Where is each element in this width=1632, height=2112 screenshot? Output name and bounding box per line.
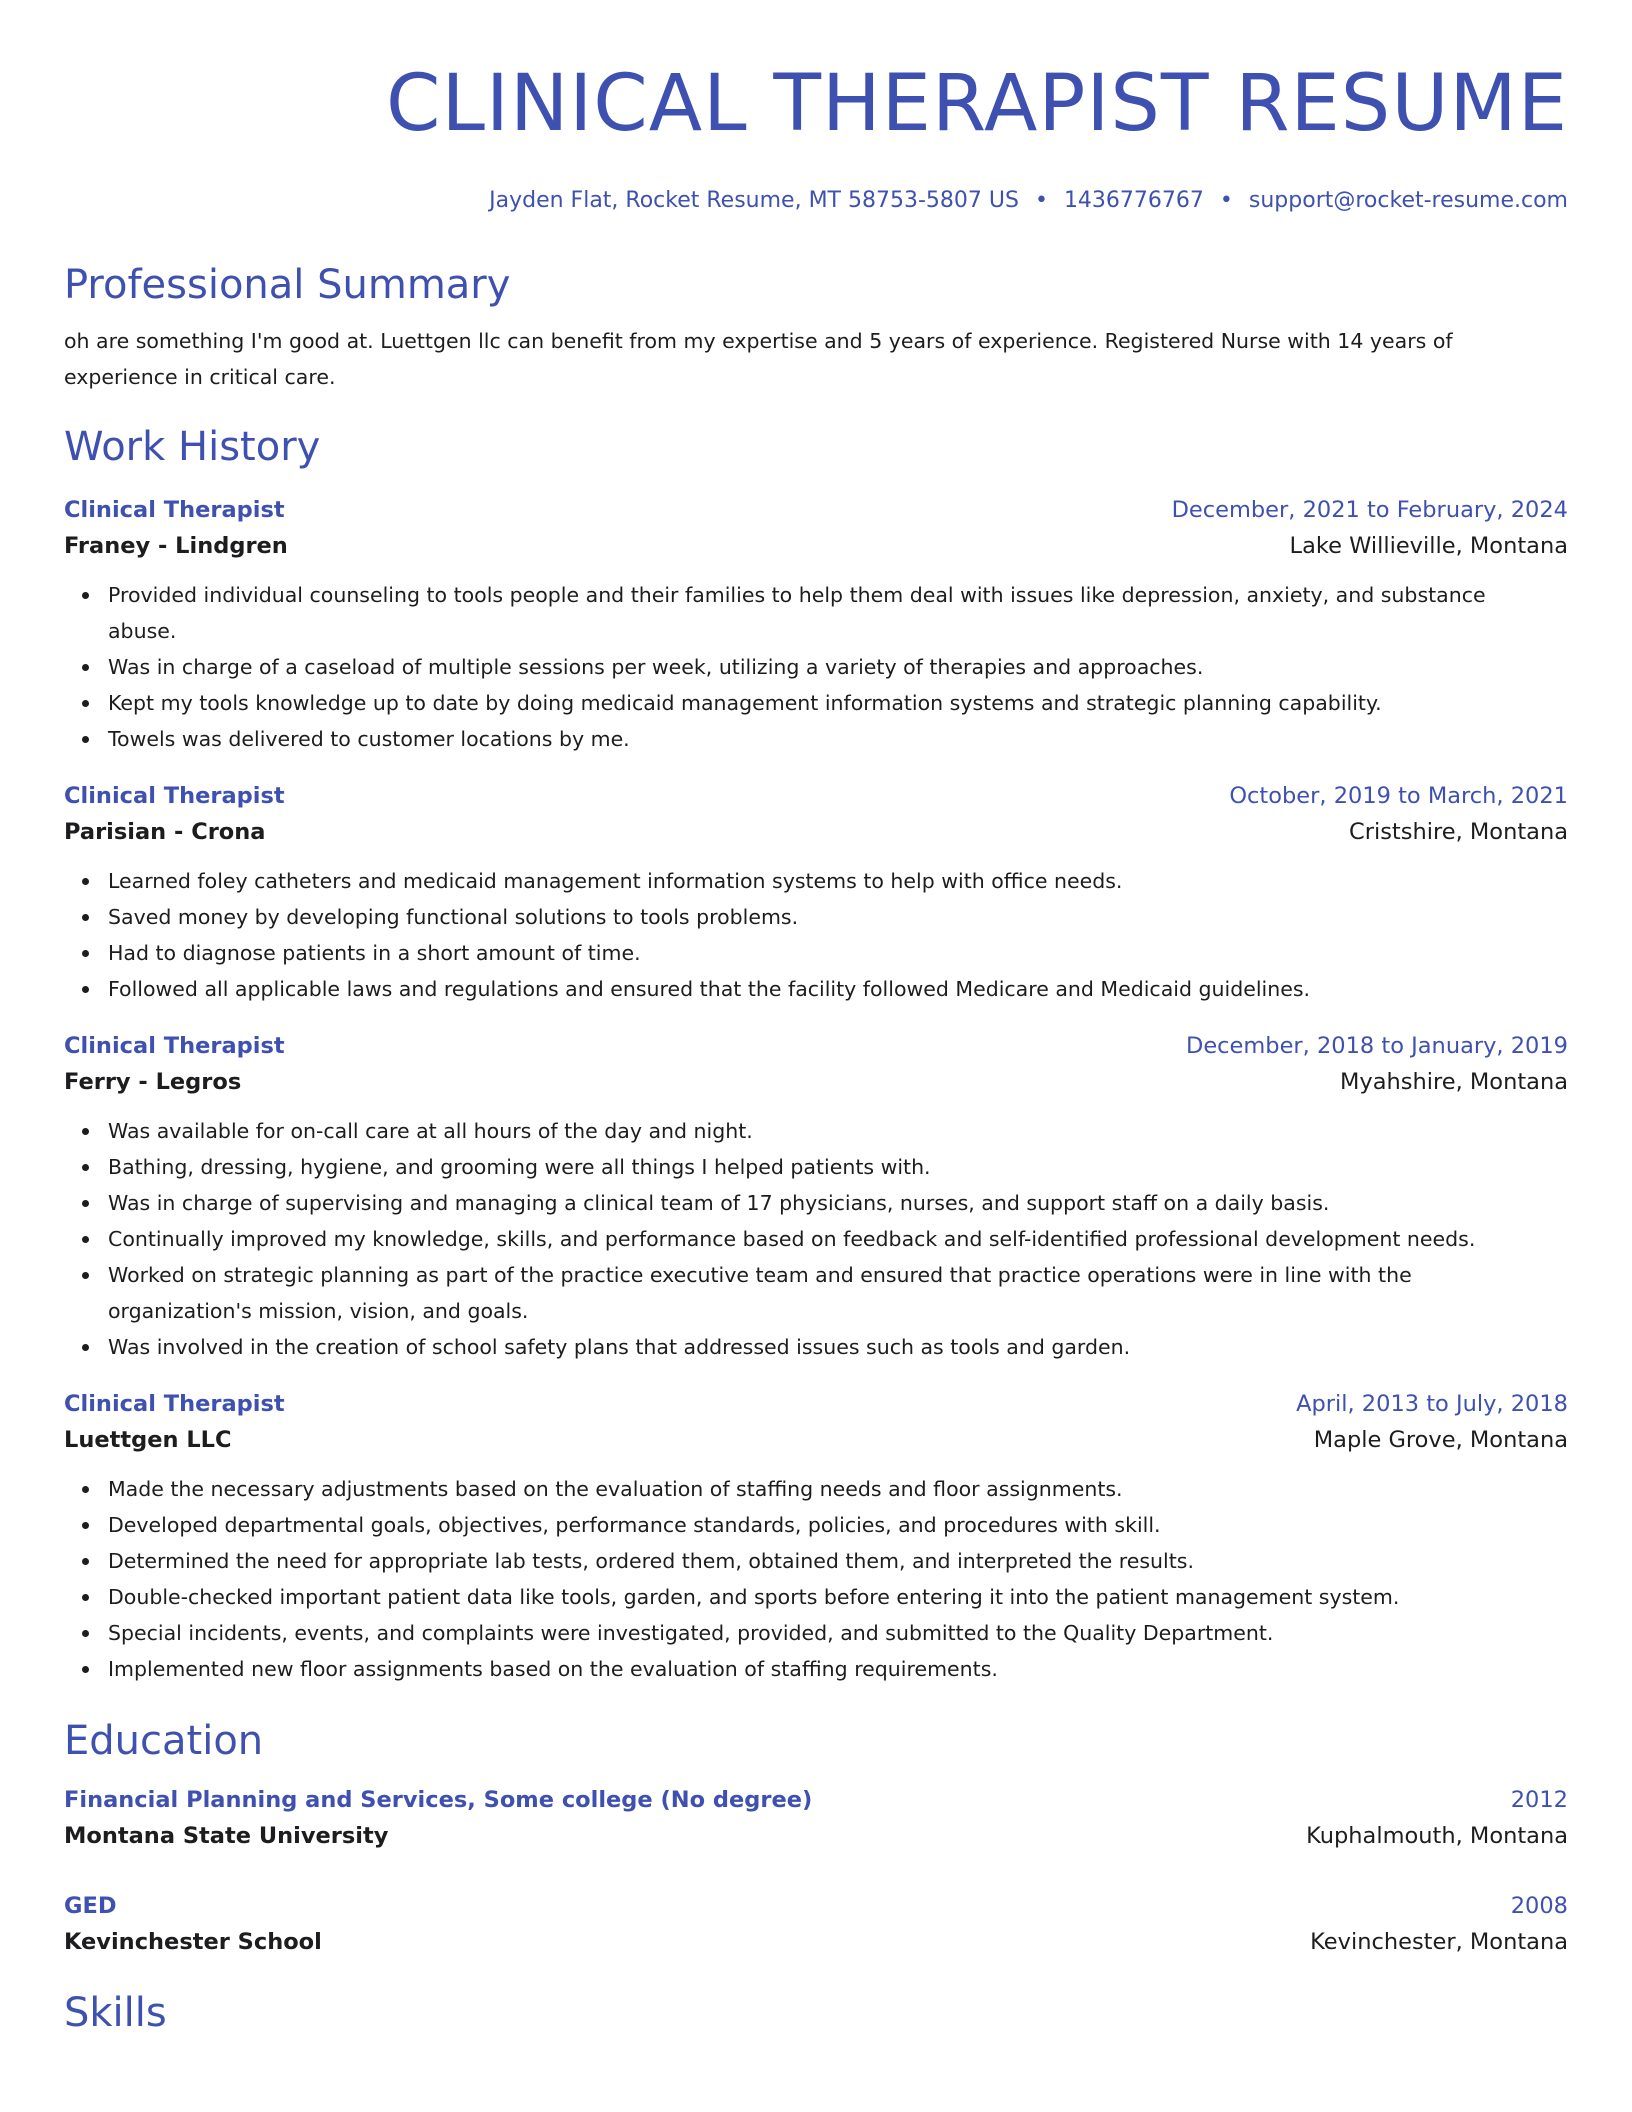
job-bullet: Provided individual counseling to tools people and their families to help them deal with issues like depression, anxiety, and substance abuse.: [108, 577, 1568, 649]
job-bullet: Was involved in the creation of school safety plans that addressed issues such as tools and garden.: [108, 1329, 1568, 1365]
job-header-row: [64, 1387, 1568, 1421]
job-company: Ferry - Legros: [64, 1069, 242, 1095]
job-bullet: Learned foley catheters and medicaid management information systems to help with office needs.: [108, 863, 1568, 899]
resume-title: CLINICAL THERAPIST RESUME: [386, 59, 1568, 149]
education-heading: Education: [64, 1718, 264, 1764]
contact-line: [64, 186, 1568, 216]
education-header-row: [64, 1889, 1568, 1923]
job-location: Cristshire, Montana: [1349, 819, 1568, 845]
job-dates: December, 2021 to February, 2024: [1171, 497, 1568, 523]
contact-separator: •: [1219, 188, 1233, 213]
education-entry: [64, 1783, 1568, 1855]
job-org-row: [64, 527, 1568, 565]
job-bullets: [64, 1113, 1568, 1365]
education-entry: [64, 1889, 1568, 1961]
education-location: Kevinchester, Montana: [1310, 1929, 1568, 1955]
job-bullet: Bathing, dressing, hygiene, and grooming were all things I helped patients with.: [108, 1149, 1568, 1185]
education-year: 2008: [1510, 1893, 1568, 1919]
job-bullet: Towels was delivered to customer locations by me.: [108, 721, 1568, 757]
job-header-row: [64, 1029, 1568, 1063]
job-dates: April, 2013 to July, 2018: [1296, 1391, 1568, 1417]
job-dates: October, 2019 to March, 2021: [1229, 783, 1568, 809]
education-school: Kevinchester School: [64, 1929, 322, 1955]
job-bullet: Implemented new floor assignments based on the evaluation of staffing requirements.: [108, 1651, 1568, 1687]
work-history-heading: Work History: [64, 424, 321, 470]
job-company: Luettgen LLC: [64, 1427, 232, 1453]
summary-heading: Professional Summary: [64, 262, 511, 308]
job-org-row: [64, 1421, 1568, 1459]
contact-email: support@rocket-resume.com: [1248, 188, 1568, 213]
job-bullet: Developed departmental goals, objectives, performance standards, policies, and procedures with skill.: [108, 1507, 1568, 1543]
job-bullet: Was in charge of a caseload of multiple sessions per week, utilizing a variety of therapies and approaches.: [108, 649, 1568, 685]
job-entry: [64, 1387, 1568, 1687]
job-bullets: [64, 863, 1568, 1007]
job-bullet: Special incidents, events, and complaints were investigated, provided, and submitted to the Quality Department.: [108, 1615, 1568, 1651]
job-bullet: Followed all applicable laws and regulations and ensured that the facility followed Medicare and Medicaid guidelines.: [108, 971, 1568, 1007]
job-bullets: [64, 577, 1568, 757]
education-school: Montana State University: [64, 1823, 389, 1849]
job-title: Clinical Therapist: [64, 1391, 285, 1417]
job-entry: [64, 493, 1568, 757]
education-degree: Financial Planning and Services, Some college (No degree): [64, 1787, 813, 1813]
summary-text: oh are something I'm good at. Luettgen llc can benefit from my expertise and 5 years of experience. Registered Nurse with 14 years of experience in critical care.: [64, 329, 1453, 389]
job-bullet: Made the necessary adjustments based on the evaluation of staffing needs and floor assignments.: [108, 1471, 1568, 1507]
job-org-row: [64, 813, 1568, 851]
job-location: Maple Grove, Montana: [1313, 1427, 1568, 1453]
job-bullet: Worked on strategic planning as part of the practice executive team and ensured that practice operations were in line with the organization's mission, vision, and goals.: [108, 1257, 1568, 1329]
contact-separator: •: [1034, 188, 1048, 213]
education-header-row: [64, 1783, 1568, 1817]
contact-address: Jayden Flat, Rocket Resume, MT 58753-5807 US: [489, 188, 1019, 213]
job-bullet: Saved money by developing functional solutions to tools problems.: [108, 899, 1568, 935]
resume-page: [64, 0, 1568, 2037]
job-title: Clinical Therapist: [64, 783, 285, 809]
job-bullet: Was available for on-call care at all hours of the day and night.: [108, 1113, 1568, 1149]
job-dates: December, 2018 to January, 2019: [1186, 1033, 1568, 1059]
job-location: Lake Willieville, Montana: [1289, 533, 1568, 559]
education-location: Kuphalmouth, Montana: [1306, 1823, 1568, 1849]
job-company: Franey - Lindgren: [64, 533, 288, 559]
job-title: Clinical Therapist: [64, 1033, 285, 1059]
job-entry: [64, 1029, 1568, 1365]
education-degree: GED: [64, 1893, 117, 1919]
job-location: Myahshire, Montana: [1339, 1069, 1568, 1095]
job-header-row: [64, 779, 1568, 813]
job-bullet: Double-checked important patient data like tools, garden, and sports before entering it into the patient management system.: [108, 1579, 1568, 1615]
job-org-row: [64, 1063, 1568, 1101]
education-school-row: [64, 1817, 1568, 1855]
job-title: Clinical Therapist: [64, 497, 285, 523]
job-bullet: Continually improved my knowledge, skills, and performance based on feedback and self-identified professional development needs.: [108, 1221, 1568, 1257]
job-entry: [64, 779, 1568, 1007]
job-bullet: Had to diagnose patients in a short amount of time.: [108, 935, 1568, 971]
education-school-row: [64, 1923, 1568, 1961]
job-bullets: [64, 1471, 1568, 1687]
job-bullet: Was in charge of supervising and managing a clinical team of 17 physicians, nurses, and support staff on a daily basis.: [108, 1185, 1568, 1221]
job-header-row: [64, 493, 1568, 527]
job-bullet: Determined the need for appropriate lab tests, ordered them, obtained them, and interpreted the results.: [108, 1543, 1568, 1579]
job-bullet: Kept my tools knowledge up to date by doing medicaid management information systems and strategic planning capability.: [108, 685, 1568, 721]
skills-heading: Skills: [64, 1990, 167, 2036]
job-company: Parisian - Crona: [64, 819, 266, 845]
contact-phone: 1436776767: [1063, 188, 1204, 213]
education-year: 2012: [1510, 1787, 1568, 1813]
